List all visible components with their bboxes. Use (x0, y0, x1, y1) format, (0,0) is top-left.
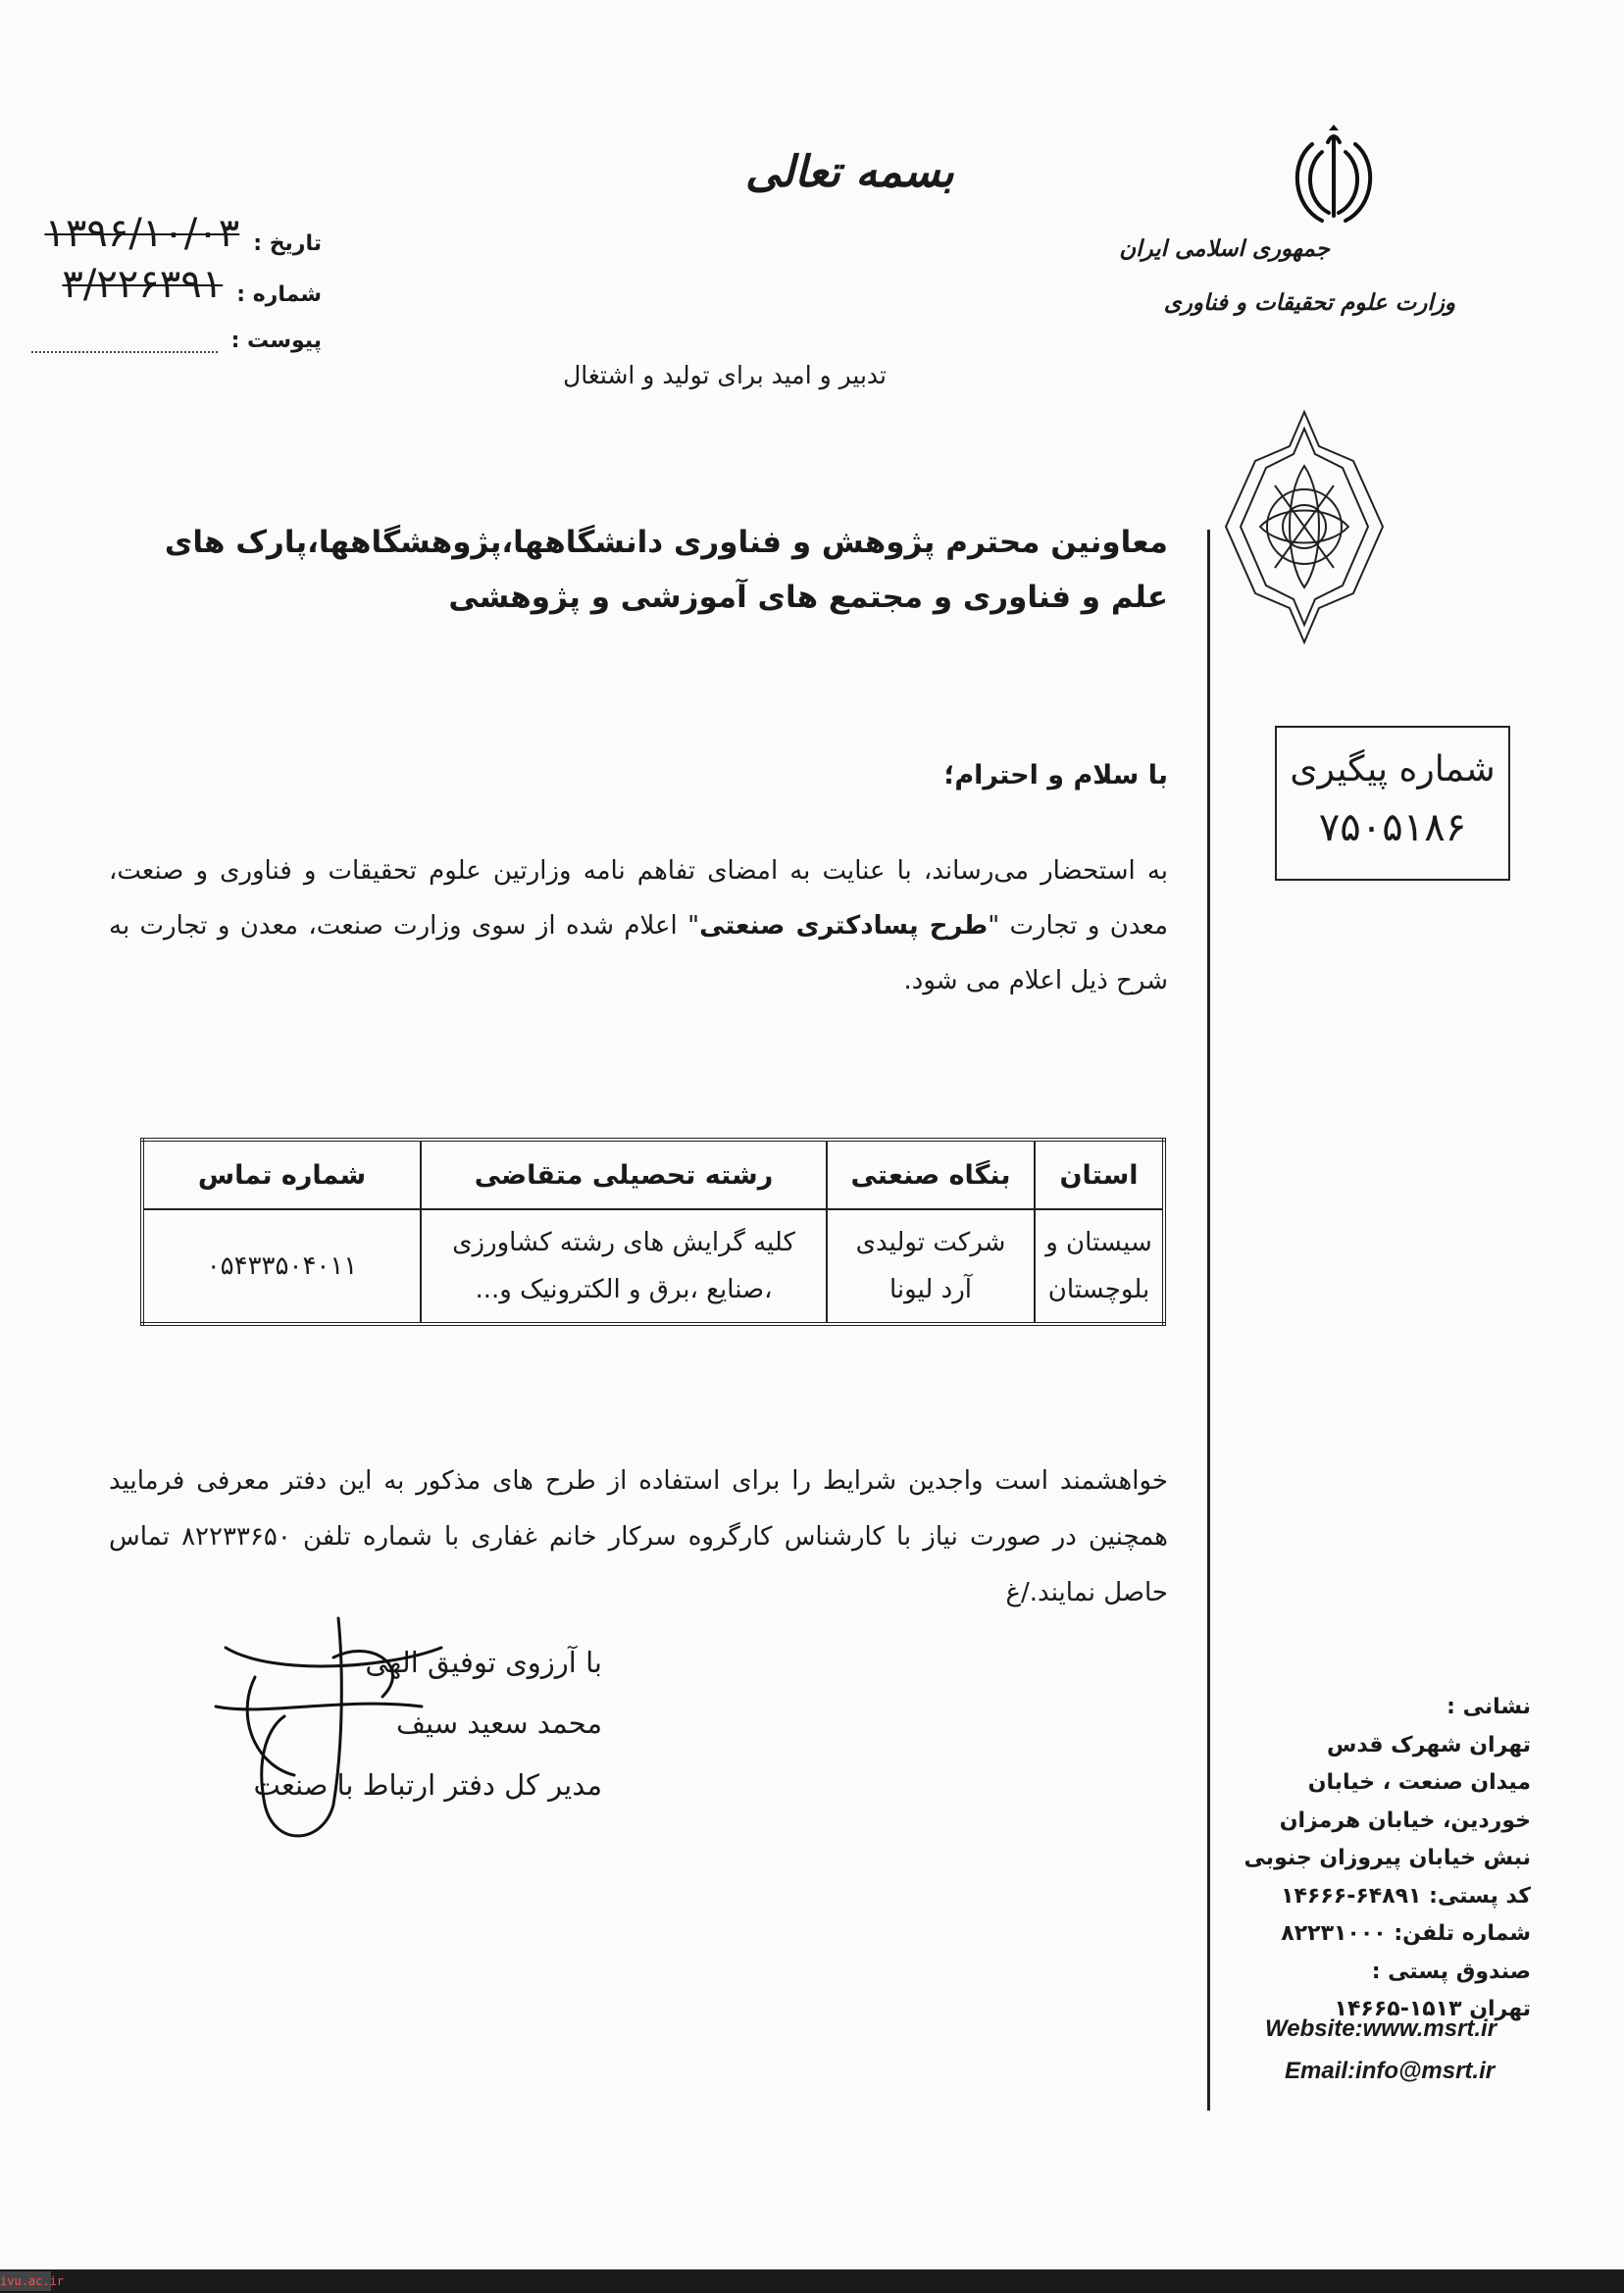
pobox-label: صندوق پستی : (1371, 1959, 1531, 1984)
address-line: خوردین، خیابان هرمزان (1279, 1808, 1531, 1833)
greeting: با سلام و احترام؛ (943, 760, 1168, 790)
company-line-1: شرکت تولیدی (855, 1228, 1006, 1257)
tracking-box (1275, 726, 1510, 881)
email: Email:info@msrt.ir (1285, 2058, 1496, 2084)
body-paragraph-1 (109, 843, 1168, 1008)
iran-emblem-icon (1285, 123, 1383, 230)
footer-watermark: ivu.ac.ir (0, 2271, 51, 2291)
table-header-row (142, 1140, 1164, 1209)
province-line-2: بلوچستان (1047, 1275, 1150, 1304)
recipient: معاونین محترم پژوهش و فناوری دانشگاهها،پژوهشگاهها،پارک های علم و فناوری و مجتمع های آموزشی و پژوهشی (164, 525, 1168, 615)
postal-code: کد پستی: ۶۴۸۹۱-۱۴۶۶۶ (1281, 1883, 1531, 1909)
attachment-row (31, 329, 322, 353)
signer-title: مدیر کل دفتر ارتباط با صنعت (253, 1768, 602, 1802)
tracking-number: ۷۵۰۵۱۸۶ (1318, 805, 1467, 850)
signer-name: محمد سعید سیف (395, 1707, 602, 1740)
date-value: ۱۳۹۶/۱۰/۰۳ (44, 211, 240, 256)
table-row (142, 1209, 1164, 1324)
tracking-label: شماره پیگیری (1290, 749, 1496, 790)
date-label: تاریخ : (253, 231, 322, 256)
table-header: استان (1035, 1140, 1164, 1209)
footer-bar (0, 2269, 1624, 2293)
org-line-1: جمهوری اسلامی ایران (1119, 235, 1330, 262)
table-header: بنگاه صنعتی (827, 1140, 1035, 1209)
offer-table (140, 1138, 1166, 1326)
handwritten-signature (196, 1608, 451, 1854)
company-cell (827, 1209, 1035, 1324)
closing: با آرزوی توفیق الهی (365, 1646, 602, 1679)
address-block (1207, 1689, 1531, 2029)
ornament-icon (1221, 407, 1388, 647)
field-line-1: کلیه گرایش های رشته کشاورزی (452, 1228, 795, 1257)
province-cell (1035, 1209, 1164, 1324)
company-line-2: آرد لیونا (889, 1275, 972, 1304)
address-line: میدان صنعت ، خیابان (1307, 1770, 1531, 1795)
field-cell (421, 1209, 827, 1324)
attachment-label: پیوست : (230, 329, 322, 353)
table-header: رشته تحصیلی متقاضی (421, 1140, 827, 1209)
number-row (62, 262, 322, 307)
address-line: نبش خیابان پیروزان جنوبی (1243, 1846, 1531, 1870)
program-title: طرح پسادکتری صنعتی (699, 911, 989, 941)
pobox: تهران ۱۵۱۳-۱۴۶۶۵ (1334, 1997, 1531, 2021)
table-header: شماره تماس (142, 1140, 421, 1209)
body-paragraph-1-b: " اعلام شده از سوی وزارت صنعت، معدن و تجارت به شرح ذیل اعلام می شود. (109, 911, 1168, 995)
org-line-2: وزارت علوم تحقیقات و فناوری (1163, 289, 1455, 316)
body-paragraph-2: خواهشمند است واجدین شرایط را برای استفاده از طرح های مذکور به این دفتر معرفی فرمایید همچنین در صورت نیاز با کارشناس کارگروه سرکار خانم غفاری با شماره تلفن ۸۲۲۳۳۶۵۰ تماس حاصل نمایند./غ (109, 1466, 1168, 1607)
attachment-dots (31, 331, 218, 353)
basmala: بسمه تعالی (745, 147, 954, 197)
phone-number: شماره تلفن: ۸۲۲۳۱۰۰۰ (1281, 1921, 1531, 1946)
date-row (44, 211, 322, 256)
number-value: ۳/۲۲۶۳۹۱ (62, 262, 224, 307)
field-line-2: ،صنایع ،برق و الکترونیک و... (475, 1275, 773, 1304)
website: Website:www.msrt.ir (1265, 2015, 1497, 2042)
province-line-1: سیستان و (1045, 1228, 1152, 1257)
number-label: شماره : (236, 282, 322, 307)
body-paragraph-1-a: به استحضار می‌رساند، با عنایت به امضای تفاهم نامه وزارتین علوم تحقیقات و فناوری و صنعت، معدن و تجارت " (109, 856, 1168, 941)
address-label: نشانی : (1446, 1695, 1531, 1719)
slogan: تدبیر و امید برای تولید و اشتغال (563, 361, 887, 389)
address-line: تهران شهرک قدس (1327, 1732, 1531, 1758)
phone-cell: ۰۵۴۳۳۵۰۴۰۱۱ (142, 1209, 421, 1324)
